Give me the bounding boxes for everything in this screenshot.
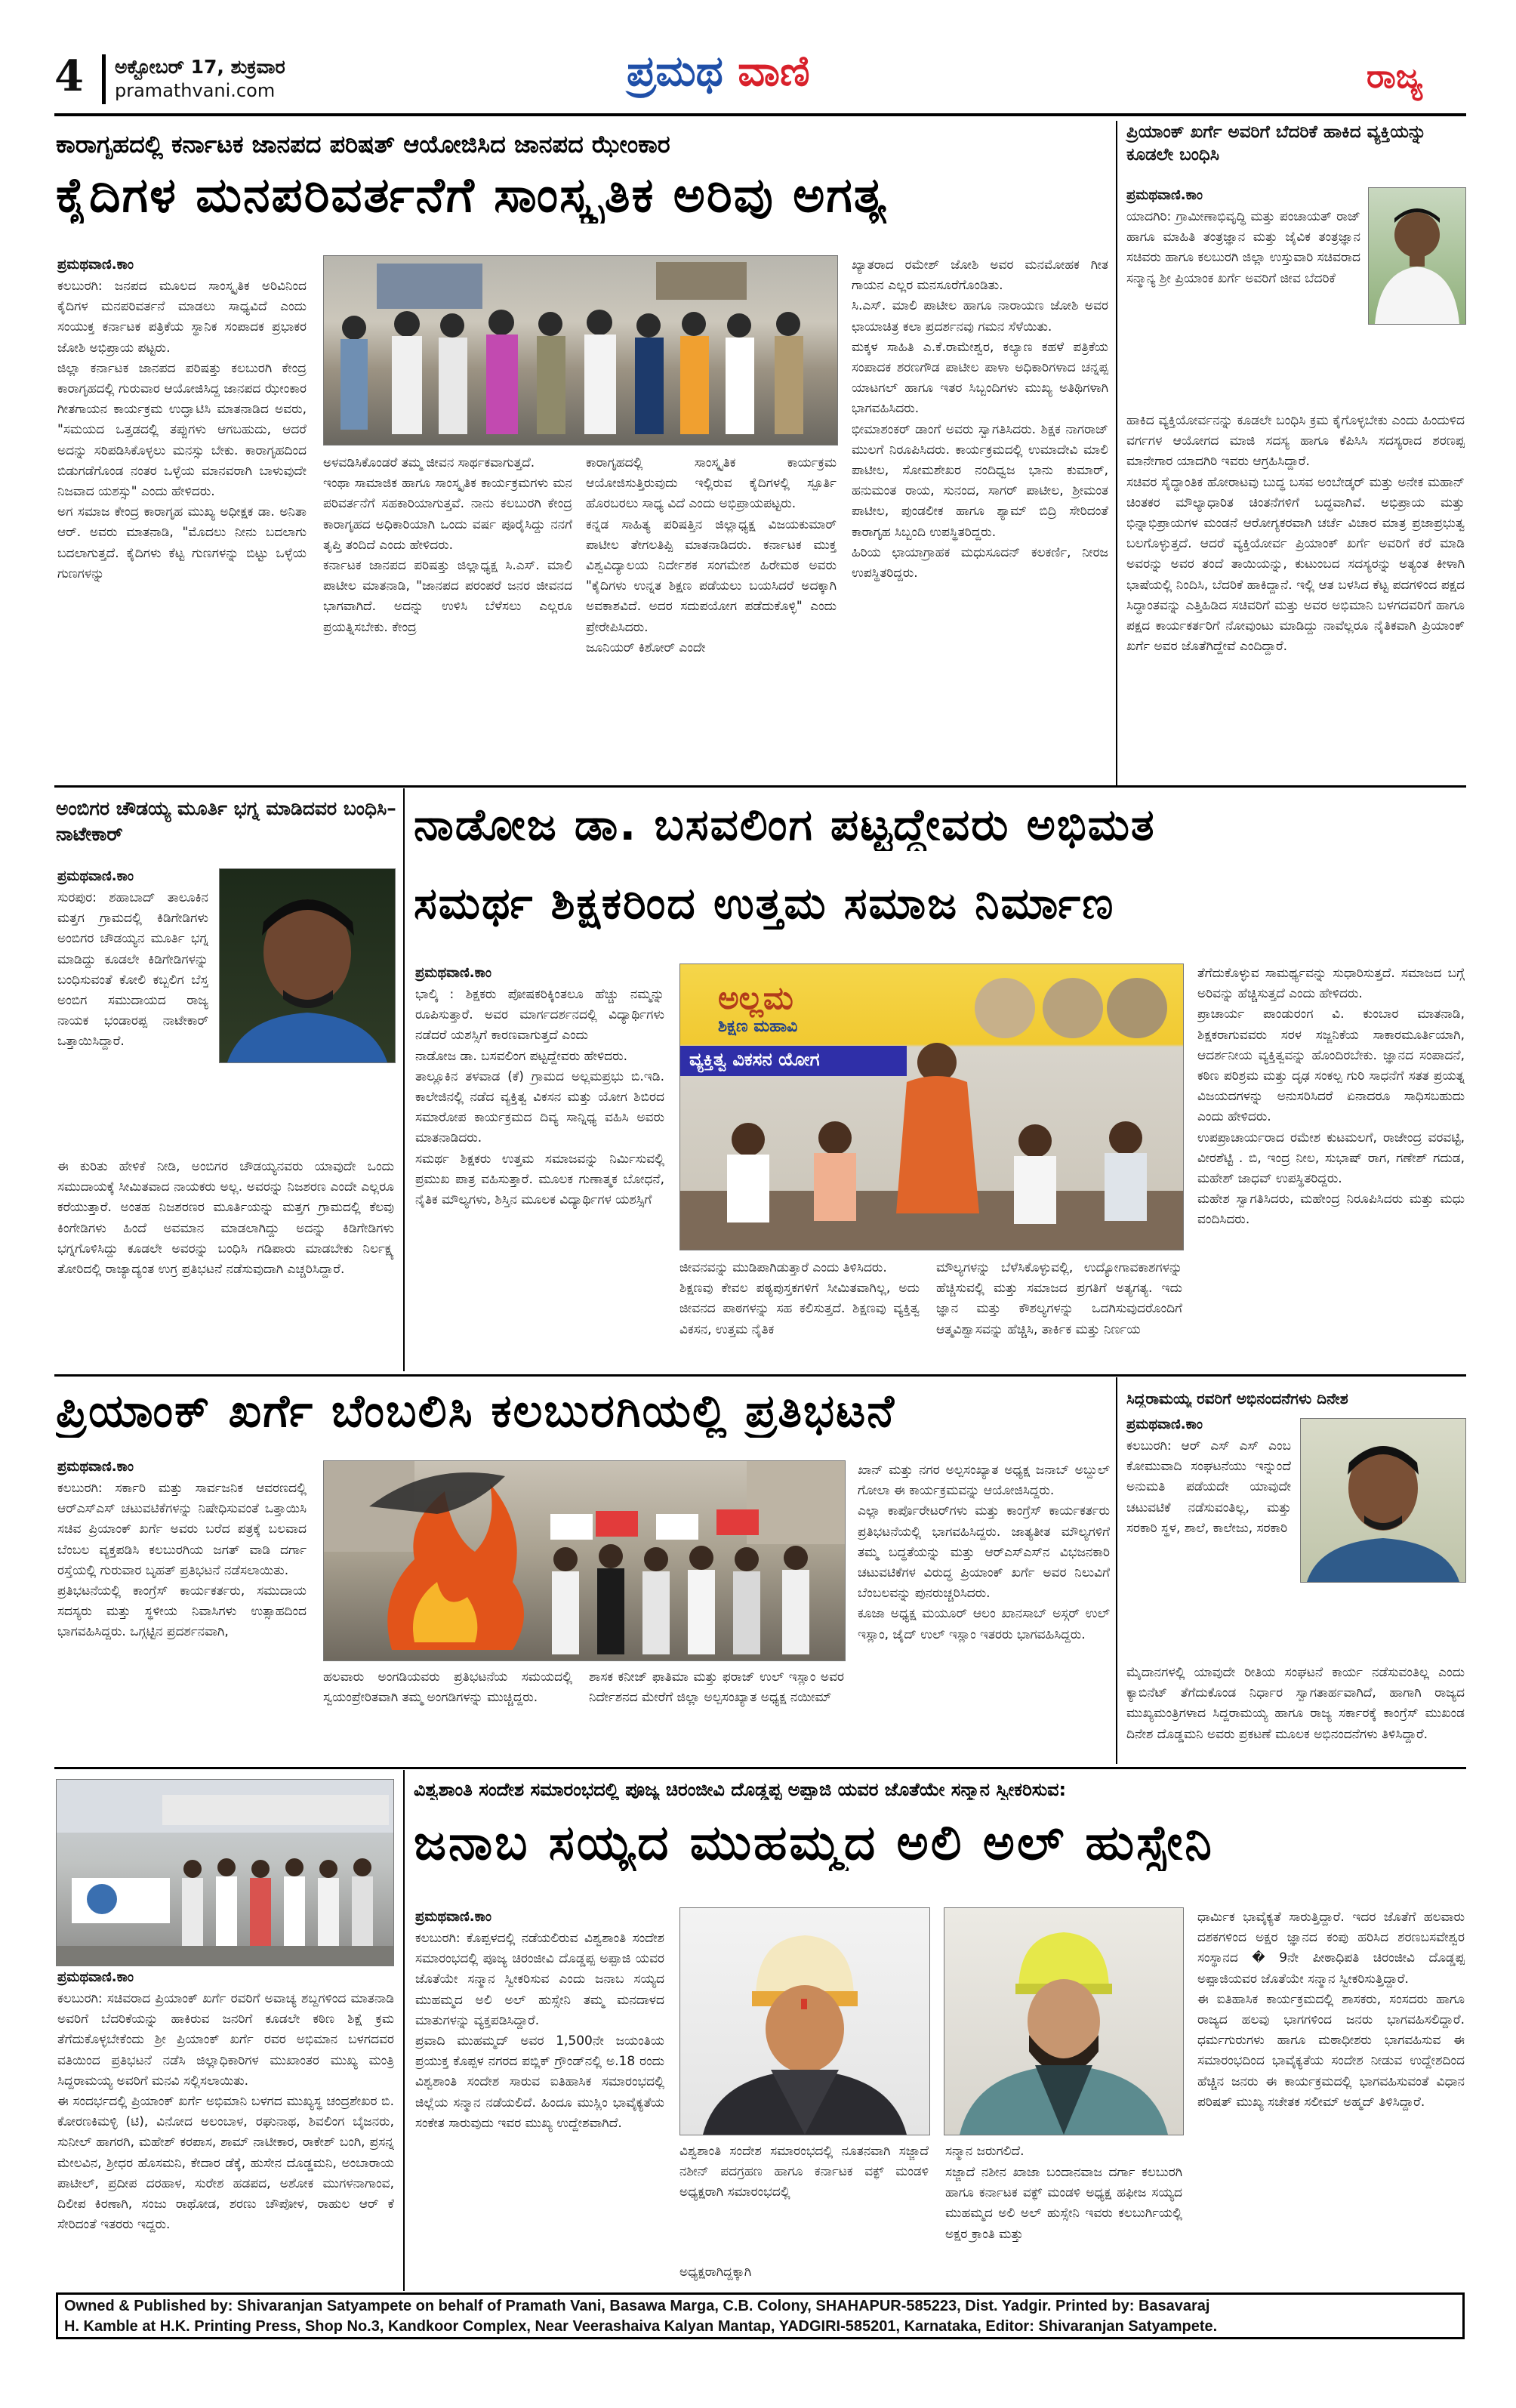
story6-dateline: ಪ್ರಮಥವಾಣಿ.ಕಾಂ: [1126, 1417, 1203, 1432]
story4-dateline: ಪ್ರಮಥವಾಣಿ.ಕಾಂ: [415, 965, 491, 981]
story3-dateline: ಪ್ರಮಥವಾಣಿ.ಕಾಂ: [57, 868, 134, 884]
masthead-logo: [627, 47, 810, 97]
story1-photo-figures: [324, 256, 837, 445]
page-number: 4: [54, 51, 84, 101]
masthead-rule: [54, 113, 1466, 116]
story7-photo-scene: [57, 1780, 393, 1966]
story1-col1: ಕಲಬುರಗಿ: ಜನಪದ ಮೂಲದ ಸಾಂಸ್ಕೃತಿಕ ಅರಿವಿನಿಂದ ಕೈದಿಗಳ ಮನಪರಿವರ್ತನೆ ಮಾಡಲು ಸಾಧ್ಯವಿದೆ ಎಂದು ಸಂಯುಕ್ತ ಕರ್ನಾಟಕ ಪತ್ರಿಕೆಯ ಸ್ಥಾನಿಕ ಸಂಪಾದಕ ಪ್ರಭಾಕರ ಜೋಶಿ ಅಭಿಪ್ರಾಯ ಪಟ್ಟರು. ಜಿಲ್ಲಾ ಕರ್ನಾಟಕ ಜಾನಪದ ಪರಿಷತ್ತು ಕಲಬುರಗಿ ಕೇಂದ್ರ ಕಾರಾಗೃಹದಲ್ಲಿ ಗುರುವಾರ ಆಯೋಜಿಸಿದ್ದ ಜಾನಪದ ಝೇಂಕಾರ ಗೀತಗಾಯನ ಕಾರ್ಯಕ್ರಮ ಉದ್ಘಾಟಿಸಿ ಮಾತನಾಡಿದ ಅವರು, "ಸಮಯದ ಒತ್ತಡದಲ್ಲಿ ತಪ್ಪುಗಳು ಆಗಬಹುದು, ಆದರೆ ಅದನ್ನು ಸರಿಪಡಿಸಿಕೊಳ್ಳಲು ಮನಸ್ಸು ಬೇಕು. ಕಾರಾಗೃಹದಿಂದ ಬಿಡುಗಡೆಗೊಂಡ ನಂತರ ಒಳ್ಳೆಯ ಮಾನವರಾಗಿ ಬಾಳುವುದೇ ನಿಜವಾದ ಯಶಸ್ಸು" ಎಂದು ಹೇಳಿದರು. ಅಗ ಸಮಾಜ ಕೇಂದ್ರ ಕಾರಾಗೃಹ ಮುಖ್ಯ ಅಧೀಕ್ಷಕ ಡಾ. ಅನಿತಾ ಆರ್. ಅವರು ಮಾತನಾಡಿ, "ಮೊದಲು ನೀನು ಬದಲಾಗು ಬದಲಾಗುತ್ತದೆ. ಕೈದಿಗಳು ಕೆಟ್ಟ ಗುಣಗಳನ್ನು ಬಿಟ್ಟು ಒಳ್ಳೆಯ ಗುಣಗಳನ್ನು: [57, 279, 307, 581]
story1-headline: ಕೈದಿಗಳ ಮನಪರಿವರ್ತನೆಗೆ ಸಾಂಸ್ಕೃತಿಕ ಅರಿವು ಅಗತ್ಯ: [56, 168, 888, 224]
story1-divider: [1116, 121, 1117, 785]
story7-photo: [56, 1779, 394, 1966]
row2-rule: [54, 1374, 1466, 1377]
story8-col2: ವಿಶ್ವಶಾಂತಿ ಸಂದೇಶ ಸಮಾರಂಭದಲ್ಲಿ ನೂತನವಾಗಿ ಸಜ್ಜಾದೆ ನಶೀನ್ ಪದಗ್ರಹಣ ಹಾಗೂ ಕರ್ನಾಟಕ ವಕ್ಫ್ ಮಂಡಳಿ ಅಧ್ಯಕ್ಷರಾಗಿ ಸಮಾರಂಭದಲ್ಲಿ: [679, 2144, 929, 2200]
story4-banner-title: ಅಲ್ಲಮ: [718, 979, 793, 1016]
story4-col2: ಜೀವನವನ್ನು ಮುಡಿಪಾಗಿಡುತ್ತಾರೆ ಎಂದು ತಿಳಿಸಿದರು. ಶಿಕ್ಷಣವು ಕೇವಲ ಪಠ್ಯಪುಸ್ತಕಗಳಿಗೆ ಸೀಮಿತವಾಗಿಲ್ಲ, ಅದು ಜೀವನದ ಪಾಠಗಳನ್ನು ಸಹ ಕಲಿಸುತ್ತದೆ. ಶಿಕ್ಷಣವು ವ್ಯಕ್ತಿತ್ವ ವಿಕಸನ, ಉತ್ತಮ ನೈತಿಕ: [679, 1260, 920, 1337]
story8-kicker: ವಿಶ್ವಶಾಂತಿ ಸಂದೇಶ ಸಮಾರಂಭದಲ್ಲಿ ಪೂಜ್ಯ ಚಿರಂಜೀವಿ ದೊಡ್ಡಪ್ಪ ಅಪ್ಪಾಜಿ ಯವರ ಜೊತೆಯೇ ಸನ್ಮಾನ ಸ್ವೀಕರಿಸುವ:: [414, 1779, 1067, 1800]
story2-col-top: ಯಾದಗಿರಿ: ಗ್ರಾಮೀಣಾಭಿವೃದ್ಧಿ ಮತ್ತು ಪಂಚಾಯತ್ ರಾಜ್ ಹಾಗೂ ಮಾಹಿತಿ ತಂತ್ರಜ್ಞಾನ ಮತ್ತು ಜೈವಿಕ ತಂತ್ರಜ್ಞಾನ ಸಚಿವರು ಹಾಗೂ ಕಲಬುರಗಿ ಜಿಲ್ಲಾ ಉಸ್ತುವಾರಿ ಸಚಿವರಾದ ಸನ್ಮಾನ್ಯ ಶ್ರೀ ಪ್ರಿಯಾಂಕ ಖರ್ಗೆ ಅವರಿಗೆ ಜೀವ ಬೆದರಿಕೆ: [1126, 209, 1360, 286]
story8-photo-left: [679, 1907, 930, 2135]
story8-headline: ಜನಾಬ ಸಯ್ಯದ ಮುಹಮ್ಮದ ಅಲಿ ಅಲ್ ಹುಸ್ಸೇನಿ: [414, 1815, 1214, 1871]
story5-headline: ಪ್ರಿಯಾಂಕ್ ಖರ್ಗೆ ಬೆಂಬಲಿಸಿ ಕಲಬುರಗಿಯಲ್ಲಿ ಪ್ರತಿಭಟನೆ: [56, 1385, 895, 1438]
imprint-line1: Owned & Published by: Shivaranjan Satyampete on behalf of Pramath Vani, Basawa Marga, C.B. Colony, SHAHAPUR-585223, Dist. Yadgir. Printed by: Basavaraj: [64, 2298, 1210, 2314]
story6-col-top: ಕಲಬುರಗಿ: ಆರ್ ಎಸ್ ಎಸ್ ಎಂಬ ಕೋಮುವಾದಿ ಸಂಘಟನೆಯು ಇನ್ನುಂದೆ ಅನುಮತಿ ಪಡೆಯದೇ ಯಾವುದೇ ಚಟುವಟಿಕೆ ನಡೆಸುವಂತಿಲ್ಲ, ಮತ್ತು ಸರಕಾರಿ ಸ್ಥಳ, ಶಾಲೆ, ಕಾಲೇಜು, ಸರಕಾರಿ: [1126, 1438, 1291, 1536]
story1-col4: ಖ್ಯಾತರಾದ ರಮೇಶ್ ಜೋಶಿ ಅವರ ಮನಮೋಹಕ ಗೀತ ಗಾಯನ ಎಲ್ಲರ ಮನಸೂರೆಗೊಂಡಿತು. ಸಿ.ಎಸ್. ಮಾಲಿ ಪಾಟೀಲ ಹಾಗೂ ನಾರಾಯಣ ಜೋಶಿ ಅವರ ಛಾಯಾಚಿತ್ರ ಕಲಾ ಪ್ರದರ್ಶನವು ಗಮನ ಸೆಳೆಯಿತು. ಮಕ್ಕಳ ಸಾಹಿತಿ ಎ.ಕೆ.ರಾಮೇಶ್ವರ, ಕಲ್ಯಾಣ ಕಹಳೆ ಪತ್ರಿಕೆಯ ಸಂಪಾದಕ ಶರಣಗೌಡ ಪಾಟೀಲ ಪಾಳಾ ಅಧಿಕಾರಿಗಳಾದ ಚನ್ನಪ್ಪ ಯಾಟಗಲ್ ಹಾಗೂ ಇತರ ಸಿಬ್ಬಂದಿಗಳು ಮುಖ್ಯ ಅತಿಥಿಗಳಾಗಿ ಭಾಗವಹಿಸಿದರು. ಭೀಮಾಶಂಕರ್ ಡಾಂಗೆ ಅವರು ಸ್ವಾಗತಿಸಿದರು. ಶಿಕ್ಷಕ ನಾಗರಾಜ್ ಮುಲಗೆ ನಿರೂಪಿಸಿದರು. ಕಾರ್ಯಕ್ರಮದಲ್ಲಿ ಉಮಾದೇವಿ ಮಾಲಿ ಪಾಟೀಲ, ಸೋಮಶೇಖರ ನಂದಿಧ್ವಜ ಭಾನು ಕುಮಾರ್, ಹನುಮಂತ ರಾಯ, ಸುನಂದ, ಸಾಗರ್ ಪಾಟೀಲ, ಶ್ರೀಮಂತ ಪಾಟೀಲ, ಪುಂಡಲೀಕ ಹಾಗೂ ಶ್ಯಾಮ್ ಬಿದ್ರಿ ಸೇರಿದಂತೆ ಕಾರಾಗೃಹ ಸಿಬ್ಬಂದಿ ಉಪಸ್ಥಿತರಿದ್ದರು. ಹಿರಿಯ ಛಾಯಾಗ್ರಾಹಕ ಮಧುಸೂದನ್ ಕಲಕರ್ಣಿ, ನೀರಜ ಉಪಸ್ಥಿತರಿದ್ದರು.: [852, 257, 1108, 581]
story2-portrait: [1368, 187, 1466, 325]
masthead-divider: [102, 54, 106, 104]
story2-headline: ಪ್ರಿಯಾಂಕ್ ಖರ್ಗೆ ಅವರಿಗೆ ಬೆದರಿಕೆ ಹಾಕಿದ ವ್ಯಕ್ತಿಯನ್ನು ಕೂಡಲೇ ಬಂಧಿಸಿ: [1126, 122, 1427, 165]
section-name: ರಾಜ್ಯ: [1367, 57, 1423, 96]
story4-photo: [679, 964, 1184, 1250]
story1-dateline: ಪ್ರಮಥವಾಣಿ.ಕಾಂ: [57, 257, 134, 273]
logo-word-right: ವಾಣಿ: [738, 47, 810, 96]
story4-headline2: ಸಮರ್ಥ ಶಿಕ್ಷಕರಿಂದ ಉತ್ತಮ ಸಮಾಜ ನಿರ್ಮಾಣ: [414, 877, 1115, 929]
story8-person-left: [680, 1908, 929, 2135]
story8-person-right: [944, 1908, 1183, 2135]
story3-col-full: ಈ ಕುರಿತು ಹೇಳಿಕೆ ನೀಡಿ, ಅಂಬಿಗರ ಚೌಡಯ್ಯನವರು ಯಾವುದೇ ಒಂದು ಸಮುದಾಯಕ್ಕೆ ಸೀಮಿತವಾದ ನಾಯಕರು ಅಲ್ಲ. ಅವರನ್ನು ನಿಜಶರಣ ಎಂದೇ ಎಲ್ಲರೂ ಕರೆಯುತ್ತಾರೆ. ಅಂತಹ ನಿಜಶರಣರ ಮೂರ್ತಿಯನ್ನು ಮತ್ತಗ ಗ್ರಾಮದಲ್ಲಿ ಕೆಲವು ಕಿಂಗೇಡಿಗಳು ಹಿಂದೆ ಅವಮಾನ ಮಾಡಲಾಗಿದ್ದು ಅದನ್ನು ಕಿಡಿಗೇಡಿಗಳು ಭಗ್ನಗೊಳಿಸಿದ್ದು ಕೂಡಲೇ ಅವರನ್ನು ಬಂಧಿಸಿ ಗಡಿಪಾರು ಮಾಡಬೇಕು ನಿರ್ಲಕ್ಷ್ಯ ತೋರಿದಲ್ಲಿ ರಾಜ್ಯಾದ್ಯಂತ ಉಗ್ರ ಪ್ರತಿಭಟನೆ ನಡೆಸುವುದಾಗಿ ಎಚ್ಚರಿಸಿದ್ದಾರೆ.: [57, 1159, 394, 1278]
story4-banner-strip: ವ್ಯಕ್ತಿತ್ವ ವಿಕಸನ ಯೋಗ: [680, 1046, 907, 1076]
story4-headline1: ನಾಡೋಜ ಡಾ. ಬಸವಲಿಂಗ ಪಟ್ಟದ್ದೇವರು ಅಭಿಮತ: [414, 799, 1156, 850]
story3-divider: [403, 788, 405, 1371]
story4-col3: ಮೌಲ್ಯಗಳನ್ನು ಬೆಳೆಸಿಕೊಳ್ಳುವಲ್ಲಿ, ಉದ್ಯೋಗಾವಕಾಶಗಳನ್ನು ಹೆಚ್ಚಿಸುವಲ್ಲಿ ಮತ್ತು ಸಮಾಜದ ಪ್ರಗತಿಗೆ ಅತ್ಯಗತ್ಯ. ಇದು ಜ್ಞಾನ ಮತ್ತು ಕೌಶಲ್ಯಗಳನ್ನು ಒದಗಿಸುವುದರೊಂದಿಗೆ ಆತ್ಮವಿಶ್ವಾಸವನ್ನು ಹೆಚ್ಚಿಸಿ, ತಾರ್ಕಿಕ ಮತ್ತು ನಿರ್ಣಯ: [936, 1260, 1182, 1337]
imprint-box: [56, 2292, 1465, 2339]
story8-col3-top: ಸನ್ಮಾನ ಜರುಗಲಿದೆ.: [945, 2144, 1025, 2159]
story6-person: [1301, 1419, 1465, 1582]
story6-headline: ಸಿದ್ದರಾಮಯ್ಯ ರವರಿಗೆ ಅಭಿನಂದನೆಗಳು ದಿನೇಶ: [1126, 1389, 1348, 1407]
story6-col-full: ಮೈದಾನಗಳಲ್ಲಿ ಯಾವುದೇ ರೀತಿಯ ಸಂಘಟನೆ ಕಾರ್ಯ ನಡೆಸುವಂತಿಲ್ಲ ಎಂದು ಕ್ಯಾಬಿನೆಟ್ ತೆಗೆದುಕೊಂಡ ನಿರ್ಧಾರ ಸ್ವಾಗತಾರ್ಹವಾಗಿದೆ, ಹಾಗಾಗಿ ರಾಜ್ಯದ ಮುಖ್ಯಮಂತ್ರಿಗಳಾದ ಸಿದ್ದರಾಮಯ್ಯ ಹಾಗೂ ರಾಜ್ಯ ಸರ್ಕಾರಕ್ಕೆ ಕಾಂಗ್ರೆಸ್ ಮುಖಂಡ ದಿನೇಶ ದೊಡ್ಡಮನಿ ಅವರು ಪ್ರಕಟಣೆ ಮೂಲಕ ಅಭಿನಂದನೆಗಳು ತಿಳಿಸಿದ್ದಾರೆ.: [1126, 1665, 1465, 1742]
story1-col3: ಕಾರಾಗೃಹದಲ್ಲಿ ಸಾಂಸ್ಕೃತಿಕ ಕಾರ್ಯಕ್ರಮ ಆಯೋಜಿಸುತ್ತಿರುವುದು ಇಲ್ಲಿರುವ ಕೈದಿಗಳಲ್ಲಿ ಸ್ಪೂರ್ತಿ ಹೊರಬರಲು ಸಾಧ್ಯ ವಿದೆ ಎಂದು ಅಭಿಪ್ರಾಯಪಟ್ಟರು. ಕನ್ನಡ ಸಾಹಿತ್ಯ ಪರಿಷತ್ತಿನ ಜಿಲ್ಲಾಧ್ಯಕ್ಷ ವಿಜಯಕುಮಾರ್ ಪಾಟೀಲ ತೇಗಲತಿಪ್ಪಿ ಮಾತನಾಡಿದರು. ಕರ್ನಾಟಕ ಮುಕ್ತ ವಿಶ್ವವಿದ್ಯಾಲಯ ನಿರ್ದೇಶಕ ಸಂಗಮೇಶ ಹಿರೇಮಠ ಅವರು "ಕೈದಿಗಳು ಉನ್ನತ ಶಿಕ್ಷಣ ಪಡೆಯಲು ಬಯಸಿದರೆ ಅದಕ್ಕಾಗಿ ಅವಕಾಶವಿದೆ. ಅದರ ಸದುಪಯೋಗ ಪಡೆದುಕೊಳ್ಳಿ" ಎಂದು ಪ್ರೇರೇಪಿಸಿದರು. ಜೂನಿಯರ್ ಕಿಶೋರ್ ಎಂದೇ: [586, 455, 837, 655]
story8-col3: ಸಜ್ಜಾದೆ ನಶೀನ ಖಾಜಾ ಬಂದಾನವಾಜ ದರ್ಗಾ ಕಲಬುರಗಿ ಹಾಗೂ ಕರ್ನಾಟಕ ವಕ್ಫ್ ಮಂಡಳಿ ಅಧ್ಯಕ್ಷ ಹಫೀಜ ಸಯ್ಯದ ಮುಹಮ್ಮದ ಅಲಿ ಅಲ್ ಹುಸ್ಸೇನಿ ಇವರು ಕಲಬುರ್ಗಿಯಲ್ಲಿ ಅಕ್ಷರ ಕ್ರಾಂತಿ ಮತ್ತು: [945, 2165, 1182, 2242]
story5-photo: [323, 1460, 846, 1661]
story8-dateline: ಪ್ರಮಥವಾಣಿ.ಕಾಂ: [415, 1909, 491, 1925]
story8-col2-extra: ಅಧ್ಯಕ್ಷರಾಗಿದ್ದಕ್ಕಾಗಿ: [679, 2265, 752, 2280]
story5-col4: ಖಾನ್ ಮತ್ತು ನಗರ ಅಲ್ಪಸಂಖ್ಯಾತ ಅಧ್ಯಕ್ಷ ಜನಾಬ್ ಅಬ್ದುಲ್ ಗೋಲಾ ಈ ಕಾರ್ಯಕ್ರಮವನ್ನು ಆಯೋಜಿಸಿದ್ದರು. ಎಲ್ಲಾ ಕಾರ್ಪೊರೇಟರ್‌ಗಳು ಮತ್ತು ಕಾಂಗ್ರೆಸ್ ಕಾರ್ಯಕರ್ತರು ಪ್ರತಿಭಟನೆಯಲ್ಲಿ ಭಾಗವಹಿಸಿದ್ದರು. ಜಾತ್ಯತೀತ ಮೌಲ್ಯಗಳಿಗೆ ತಮ್ಮ ಬದ್ಧತೆಯನ್ನು ಮತ್ತು ಆರ್‌ಎಸ್‌ಎಸ್‌ನ ವಿಭಜನಕಾರಿ ಚಟುವಟಿಕೆಗಳ ವಿರುದ್ಧ ಪ್ರಿಯಾಂಕ್ ಖರ್ಗೆ ಅವರ ನಿಲುವಿಗೆ ಬೆಂಬಲವನ್ನು ಪುನರುಚ್ಚರಿಸಿದರು. ಕೂಜಾ ಅಧ್ಯಕ್ಷ ಮಯೂರ್ ಆಲಂ ಖಾನಸಾಬ್ ಅಸ್ಗರ್ ಉಲ್ ಇಸ್ಲಾಂ, ಜೈದ್ ಉಲ್ ಇಸ್ಲಾಂ ಇತರರು ಭಾಗವಹಿಸಿದ್ದರು.: [858, 1463, 1110, 1642]
story3-person: [220, 869, 395, 1062]
story5-divider: [1116, 1377, 1117, 1764]
story4-col4: ತೆಗೆದುಕೊಳ್ಳುವ ಸಾಮರ್ಥ್ಯವನ್ನು ಸುಧಾರಿಸುತ್ತದೆ. ಸಮಾಜದ ಬಗ್ಗೆ ಅರಿವನ್ನು ಹೆಚ್ಚಿಸುತ್ತದೆ ಎಂದು ಹೇಳಿದರು. ಪ್ರಾಚಾರ್ಯ ಪಾಂಡುರಂಗ ವಿ. ಕುಂಬಾರ ಮಾತನಾಡಿ, ಶಿಕ್ಷಕರಾಗುವವರು ಸರಳ ಸಜ್ಜನಿಕೆಯ ಸಾಕಾರಮೂರ್ತಿಯಾಗಿ, ಆದರ್ಶನೀಯ ವ್ಯಕ್ತಿತ್ವವನ್ನು ಹೊಂದಿರಬೇಕು. ಜ್ಞಾನದ ಸಂಪಾದನೆ, ಕಠಿಣ ಪರಿಶ್ರಮ ಮತ್ತು ದೃಢ ಸಂಕಲ್ಪ ಗುರಿ ಸಾಧನೆಗೆ ಸತತ ಪ್ರಯತ್ನ ವಿಜಯದಗಳನ್ನು ಅನುಸರಿಸಿದರೆ ಏನಾದರೂ ಸಾಧಿಸಬಹುದು ಎಂದು ಹೇಳಿದರು. ಉಪಪ್ರಾಚಾರ್ಯರಾದ ರಮೇಶ ಕುಟಮಲಗೆ, ರಾಜೇಂದ್ರ ವರವಟ್ಟಿ, ವೀರಶೆಟ್ಟಿ . ಬಿ, ಇಂದ್ರ ನೀಲ, ಸುಭಾಷ್ ರಾಗ, ಗಣೇಶ್ ಗದುಡ, ಮಹೇಶ್ ಜಾಧವ್ ಉಪಸ್ಥಿತರಿದ್ದರು. ಮಹೇಶ ಸ್ವಾಗತಿಸಿದರು, ಮಹೇಂದ್ರ ನಿರೂಪಿಸಿದರು ಮತ್ತು ಮಧು ವಂದಿಸಿದರು.: [1197, 966, 1465, 1228]
story4-photo-figures: [680, 964, 1183, 1250]
row1-rule: [54, 785, 1466, 788]
story7-text: ಕಲಬುರಗಿ: ಸಚಿವರಾದ ಪ್ರಿಯಾಂಕ್ ಖರ್ಗೆ ರವರಿಗೆ ಅವಾಚ್ಯ ಶಬ್ದಗಳಿಂದ ಮಾತನಾಡಿ ಅವರಿಗೆ ಬೆದರಿಕೆಯನ್ನು ಹಾಕಿರುವ ಜನರಿಗೆ ಕೂಡಲೇ ಕಠಿಣ ಶಿಕ್ಷೆ ಕ್ರಮ ತೆಗೆದುಕೊಳ್ಳಬೇಕೆಂದು ಶ್ರೀ ಪ್ರಿಯಾಂಕ್ ಖರ್ಗೆ ರವರ ಅಭಿಮಾನ ಬಳಗದವರ ವತಿಯಿಂದ ಪ್ರತಿಭಟನೆ ನಡೆಸಿ ಜಿಲ್ಲಾಧಿಕಾರಿಗಳ ಮುಖಾಂತರ ಮುಖ್ಯ ಮಂತ್ರಿ ಸಿದ್ದರಾಮಯ್ಯ ಅವರಿಗೆ ಮನವಿ ಸಲ್ಲಿಸಲಾಯಿತು. ಈ ಸಂದರ್ಭದಲ್ಲಿ ಪ್ರಿಯಾಂಕ್ ಖರ್ಗೆ ಅಭಿಮಾನಿ ಬಳಗದ ಮುಖ್ಯಸ್ಥ ಚಂದ್ರಶೇಖರ ಬಿ. ಕೋರಣಕಿಮಳ್ಳಿ (ಟಿ), ವಿನೋದ ಅಲಂಬಾಳ, ರಘುನಾಥ, ಶಿವಲಿಂಗ ಬೈಜನರು, ಸುನೀಲ್ ಹಾಗರಗಿ, ಮಹೇಶ್ ಕರಪಾಸ, ಶಾಮ್ ನಾಟೀಕಾರ, ರಾಕೇಶ್ ಬಂಗಿ, ಪ್ರಸನ್ನ ಮೇಲವಿನ, ಶ್ರೀಧರ ಹೊಸಮನಿ, ಕೇದಾರ ಡೆಕ್ಕೆ, ಹುಸೇನ ದೊಡ್ಡಮನಿ, ಅಂಬಾರಾಯ ಪಾಟೀಲ್, ಪ್ರದೀಪ ದರಹಾಳ, ಸುರೇಶ ಹಡಪದ, ಅಶೋಕ ಮುಗಳನಾಗಾಂವ, ದಿಲೀಪ ಕಿರಣಾಗಿ, ಸಂಜು ರಾಥೋಡ, ಶರಣು ಚೌಪೋಳ, ರಾಹುಲ ಆರ್ ಕೆ ಸೇರಿದಂತೆ ಇತರರು ಇದ್ದರು.: [57, 1991, 394, 2233]
website-url: pramathvani.com: [115, 80, 276, 101]
story3-col-top: ಸುರಪುರ: ಶಹಾಬಾದ್ ತಾಲೂಕಿನ ಮತ್ತಗ ಗ್ರಾಮದಲ್ಲಿ ಕಿಡಿಗೇಡಿಗಳು ಅಂಬಿಗರ ಚೌಡಯ್ಯನ ಮೂರ್ತಿ ಭಗ್ನ ಮಾಡಿದ್ದು ಕೂಡಲೇ ಕಿಡಿಗೇಡಿಗಳನ್ನು ಬಂಧಿಸುವಂತೆ ಕೋಲಿ ಕಬ್ಬಲಿಗ ಬೆಸ್ತ ಅಂಬಿಗ ಸಮುದಾಯದ ರಾಜ್ಯ ನಾಯಕ ಭಂಡಾರಪ್ಪ ನಾಟೇಕಾರ್ ಒತ್ತಾಯಿಸಿದ್ದಾರೆ.: [57, 890, 208, 1050]
story4-col1-top: ಭಾಲ್ಕಿ : ಶಿಕ್ಷಕರು ಪೋಷಕರಿಕ್ಕಿಂತಲೂ ಹೆಚ್ಚು ನಮ್ಮನ್ನು ರೂಪಿಸುತ್ತಾರೆ. ಅವರ ಮಾರ್ಗದರ್ಶನದಲ್ಲಿ ವಿದ್ಯಾರ್ಥಿಗಳು ನಡೆದರೆ ಯಶಸ್ಸಿಗೆ ಕಾರಣವಾಗುತ್ತದೆ ಎಂದು ನಾಡೋಜ ಡಾ. ಬಸವಲಿಂಗ ಪಟ್ಟದ್ದೇವರು ಹೇಳಿದರು. ತಾಲ್ಲೂಕಿನ ತಳವಾಡ (ಕೆ) ಗ್ರಾಮದ ಅಲ್ಲಮಪ್ರಭು ಬಿ.ಇಡಿ. ಕಾಲೇಜಿನಲ್ಲಿ ನಡೆದ ವ್ಯಕ್ತಿತ್ವ ವಿಕಸನ ಮತ್ತು ಯೋಗ ಶಿಬಿರದ ಸಮಾರೋಪ ಕಾರ್ಯಕ್ರಮದ ದಿವ್ಯ ಸಾನ್ನಿಧ್ಯ ವಹಿಸಿ ಅವರು ಮಾತನಾಡಿದರು. ಸಮರ್ಥ ಶಿಕ್ಷಕರು ಉತ್ತಮ ಸಮಾಜವನ್ನು ನಿರ್ಮಿಸುವಲ್ಲಿ ಪ್ರಮುಖ ಪಾತ್ರ ವಹಿಸುತ್ತಾರೆ. ಮೂಲಕ ಗುಣಾತ್ಮಕ ಬೋಧನೆ, ನೈತಿಕ ಮೌಲ್ಯಗಳು, ಶಿಸ್ತಿನ ಮೂಲಕ ವಿದ್ಯಾರ್ಥಿಗಳ ಯಶಸ್ಸಿಗೆ: [415, 987, 664, 1208]
story1-col2: ಅಳವಡಿಸಿಕೊಂಡರೆ ತಮ್ಮ ಜೀವನ ಸಾರ್ಥಕವಾಗುತ್ತದೆ. ಇಂಥಾ ಸಾಮಾಜಿಕ ಹಾಗೂ ಸಾಂಸ್ಕೃತಿಕ ಕಾರ್ಯಕ್ರಮಗಳು ಮನ ಪರಿವರ್ತನೆಗೆ ಸಹಕಾರಿಯಾಗುತ್ತವೆ. ನಾನು ಕಲಬುರಗಿ ಕೇಂದ್ರ ಕಾರಾಗೃಹದ ಅಧಿಕಾರಿಯಾಗಿ ಒಂದು ವರ್ಷ ಪೂರೈಸಿದ್ದು ನನಗೆ ತೃಪ್ತಿ ತಂದಿದೆ ಎಂದು ಹೇಳಿದರು. ಕರ್ನಾಟಕ ಜಾನಪದ ಪರಿಷತ್ತು ಜಿಲ್ಲಾಧ್ಯಕ್ಷ ಸಿ.ಎಸ್. ಮಾಲಿ ಪಾಟೀಲ ಮಾತನಾಡಿ, "ಜಾನಪದ ಪರಂಪರೆ ಜನರ ಜೀವನದ ಭಾಗವಾಗಿದೆ. ಅದನ್ನು ಉಳಿಸಿ ಬೆಳೆಸಲು ಎಲ್ಲರೂ ಪ್ರಯತ್ನಿಸಬೇಕು. ಕೇಂದ್ರ: [323, 455, 572, 635]
story5-col2: ಹಲವಾರು ಅಂಗಡಿಯವರು ಪ್ರತಿಭಟನೆಯ ಸಮಯದಲ್ಲಿ ಸ್ವಯಂಪ್ರೇರಿತವಾಗಿ ತಮ್ಮ ಅಂಗಡಿಗಳನ್ನು ಮುಚ್ಚಿದ್ದರು.: [323, 1670, 572, 1706]
story8-col4: ಧಾರ್ಮಿಕ ಭಾವೈಕ್ಯತೆ ಸಾರುತ್ತಿದ್ದಾರೆ. ಇದರ ಜೊತೆಗೆ ಹಲವಾರು ದಶಕಗಳಿಂದ ಅಕ್ಷರ ಜ್ಞಾನದ ಕಂಪು ಹರಿಸಿದ ಶರಣಬಸವೇಶ್ವರ ಸಂಸ್ಥಾನದ � 9ನೇ ಪೀಠಾಧಿಪತಿ ಚಿರಂಜೀವಿ ದೊಡ್ಡಪ್ಪ ಅಪ್ಪಾಜಿಯವರ ಜೊತೆಯೇ ಸನ್ಮಾನ ಸ್ವೀಕರಿಸುತ್ತಿದ್ದಾರೆ. ಈ ಐತಿಹಾಸಿಕ ಕಾರ್ಯಕ್ರಮದಲ್ಲಿ ಶಾಸಕರು, ಸಂಸದರು ಹಾಗೂ ರಾಜ್ಯದ ಹಲವು ಭಾಗಗಳಿಂದ ಜನರು ಭಾಗವಹಿಸಲಿದ್ದಾರೆ. ಧರ್ಮಗುರುಗಳು ಹಾಗೂ ಮಠಾಧೀಶರು ಭಾಗವಹಿಸುವ ಈ ಸಮಾರಂಭದಿಂದ ಭಾವೈಕ್ಯತೆಯ ಸಂದೇಶ ನೀಡುವ ಉದ್ದೇಶದಿಂದ ಹೆಚ್ಚಿನ ಜನರು ಈ ಕಾರ್ಯಕ್ರಮದಲ್ಲಿ ಭಾಗವಹಿಸುವಂತೆ ವಿಧಾನ ಪರಿಷತ್ ಮುಖ್ಯ ಸಚೇತಕ ಸಲೀಮ್ ಅಹ್ಮದ್ ತಿಳಿಸಿದ್ದಾರೆ.: [1197, 1910, 1465, 2110]
story5-col1: ಕಲಬುರಗಿ: ಸರ್ಕಾರಿ ಮತ್ತು ಸಾರ್ವಜನಿಕ ಆವರಣದಲ್ಲಿ ಆರ್‌ಎಸ್‌ಎಸ್ ಚಟುವಟಿಕೆಗಳನ್ನು ನಿಷೇಧಿಸುವಂತೆ ಒತ್ತಾಯಿಸಿ ಸಚಿವ ಪ್ರಿಯಾಂಕ್ ಖರ್ಗೆ ಅವರು ಬರೆದ ಪತ್ರಕ್ಕೆ ಬಲವಾದ ಬೆಂಬಲ ವ್ಯಕ್ತಪಡಿಸಿ ಕಲಬುರಗಿಯ ಜಗತ್ ವಾಡಿ ದರ್ಗಾ ರಸ್ತೆಯಲ್ಲಿ ಗುರುವಾರ ಬೃಹತ್ ಪ್ರತಿಭಟನೆ ನಡೆಸಲಾಯಿತು. ಪ್ರತಿಭಟನೆಯಲ್ಲಿ ಕಾಂಗ್ರೆಸ್ ಕಾರ್ಯಕರ್ತರು, ಸಮುದಾಯ ಸದಸ್ಯರು ಮತ್ತು ಸ್ಥಳೀಯ ನಿವಾಸಿಗಳು ಉತ್ಸಾಹದಿಂದ ಭಾಗವಹಿಸಿದ್ದರು. ಒಗ್ಗಟ್ಟಿನ ಪ್ರದರ್ಶನವಾಗಿ,: [57, 1481, 307, 1640]
story7-dateline: ಪ್ರಮಥವಾಣಿ.ಕಾಂ: [57, 1969, 134, 1985]
story7-divider: [403, 1770, 405, 2291]
row3-rule: [54, 1767, 1466, 1769]
story5-dateline: ಪ್ರಮಥವಾಣಿ.ಕಾಂ: [57, 1459, 134, 1475]
story2-col-full: ಹಾಕಿದ ವ್ಯಕ್ತಿಯೋರ್ವನನ್ನು ಕೂಡಲೇ ಬಂಧಿಸಿ ಕ್ರಮ ಕೈಗೊಳ್ಳಬೇಕು ಎಂದು ಹಿಂದುಳಿದ ವರ್ಗಗಳ ಆಯೋಗದ ಮಾಜಿ ಸದಸ್ಯ ಹಾಗೂ ಕೆಪಿಸಿಸಿ ಸದಸ್ಯರಾದ ಶರಣಪ್ಪ ಮಾನೇಗಾರ ಯಾದಗಿರಿ ಇವರು ಆಗ್ರಹಿಸಿದ್ದಾರೆ. ಸಚಿವರ ಸೈದ್ಧಾಂತಿಕ ಹೋರಾಟವು ಬುದ್ಧ ಬಸವ ಅಂಬೇಡ್ಕರ್ ಮತ್ತು ಅನೇಕ ಮಹಾನ್ ಚಿಂತಕರ ಮೌಲ್ಯಾಧಾರಿತ ಚಿಂತನೆಗಳಿಗೆ ಬದ್ಧವಾಗಿವೆ. ಅಭಿಪ್ರಾಯ ಮತ್ತು ಭಿನ್ನಾಭಿಪ್ರಾಯಗಳ ಮಂಡನೆ ಆರೋಗ್ಯಕರವಾಗಿ ಚರ್ಚೆ ವಿಚಾರ ಮಾತ್ರ ಪ್ರಜಾಪ್ರಭುತ್ವ ಬಲಗೊಳ್ಳುತ್ತದೆ. ಆದರೆ ವ್ಯಕ್ತಿಯೋರ್ವ ಪ್ರಿಯಾಂಕ್ ಖರ್ಗೆ ಅವರಿಗೆ ಕರೆ ಮಾಡಿ ಅವರನ್ನು ಅವರ ತಂದೆ ತಾಯಿಯನ್ನು, ಕುಟುಂಬದ ಸದಸ್ಯರನ್ನು ಅತ್ಯಂತ ಕೀಳಾಗಿ ಭಾಷೆಯಲ್ಲಿ ನಿಂದಿಸಿ, ಬೆದರಿಕೆ ಹಾಕಿದ್ದಾನೆ. ಇಲ್ಲಿ ಆತ ಬಳಸಿದ ಕೆಟ್ಟ ಪದಗಳಿಂದ ಪಕ್ಷದ ಸಿದ್ಧಾಂತವನ್ನು ಎತ್ತಿಹಿಡಿದ ಸಚಿವರಿಗೆ ಮತ್ತು ಅವರ ಅಭಿಮಾನಿ ಬಳಗದವರಿಗೆ ಹಾಗೂ ಪಕ್ಷದ ಕಾರ್ಯಕರ್ತರಿಗೆ ನೋವುಂಟು ಮಾಡಿದ್ದು ನಾವೆಲ್ಲರೂ ನೈತಿಕವಾಗಿ ಪ್ರಿಯಾಂಕ್ ಖರ್ಗೆ ಅವರ ಜೊತೆಗಿದ್ದೇವೆ ಎಂದಿದ್ದಾರೆ.: [1126, 413, 1465, 655]
story5-col3: ಶಾಸಕ ಕನೀಜ್ ಫಾತಿಮಾ ಮತ್ತು ಫರಾಜ್ ಉಲ್ ಇಸ್ಲಾಂ ಅವರ ನಿರ್ದೇಶನದ ಮೇರೆಗೆ ಜಿಲ್ಲಾ ಅಲ್ಪಸಂಖ್ಯಾತ ಅಧ್ಯಕ್ಷ ನಯೀಮ್: [589, 1670, 844, 1706]
story3-portrait: [219, 868, 396, 1063]
story3-headline: ಅಂಬಿಗರ ಚೌಡಯ್ಯ ಮೂರ್ತಿ ಭಗ್ನ ಮಾಡಿದವರ ಬಂಧಿಸಿ–ನಾಟೇಕಾರ್: [56, 797, 396, 845]
story8-col1: ಕಲಬುರಗಿ: ಕೊಪ್ಪಳದಲ್ಲಿ ನಡೆಯಲಿರುವ ವಿಶ್ವಶಾಂತಿ ಸಂದೇಶ ಸಮಾರಂಭದಲ್ಲಿ ಪೂಜ್ಯ ಚಿರಂಜೀವಿ ದೊಡ್ಡಪ್ಪ ಅಪ್ಪಾಜಿ ಯವರ ಜೊತೆಯೇ ಸನ್ಮಾನ ಸ್ವೀಕರಿಸುವ ಎಂದು ಜನಾಬ ಸಯ್ಯದ ಮುಹಮ್ಮದ ಅಲಿ ಅಲ್ ಹುಸ್ಸೇನಿ ತಮ್ಮ ಮನದಾಳದ ಮಾತುಗಳನ್ನು ವ್ಯಕ್ತಪಡಿಸಿದ್ದಾರೆ. ಪ್ರವಾದಿ ಮುಹಮ್ಮದ್ ಅವರ 1,500ನೇ ಜಯಂತಿಯ ಪ್ರಯುಕ್ತ ಕೊಪ್ಪಳ ನಗರದ ಪಬ್ಲಿಕ್ ಗ್ರೌಂಡ್‌ನಲ್ಲಿ ಅ.18 ರಂದು ವಿಶ್ವಶಾಂತಿ ಸಂದೇಶ ಸಾರುವ ಐತಿಹಾಸಿಕ ಸಮಾರಂಭದಲ್ಲಿ ಜಿಲ್ಲೆಯ ಸನ್ಮಾನ ನಡೆಯಲಿದೆ. ಹಿಂದೂ ಮುಸ್ಲಿಂ ಭಾವೈಕ್ಯತೆಯ ಸಂಕೇತ ಸಾರುವುದು ಇವರ ಮುಖ್ಯ ಉದ್ದೇಶವಾಗಿದೆ.: [415, 1931, 664, 2131]
story1-photo: [323, 255, 838, 446]
story4-banner-sub: ಶಿಕ್ಷಣ ಮಹಾವಿ: [718, 1017, 798, 1036]
story6-portrait: [1300, 1418, 1466, 1583]
story2-person: [1369, 188, 1465, 324]
imprint-line2: H. Kamble at H.K. Printing Press, Shop No.3, Kandkoor Complex, Near Veerashaiva Kalyan Mantap, YADGIRI-585201, Karnataka, Editor: Shivaranjan Satyampete.: [64, 2318, 1218, 2335]
story2-dateline: ಪ್ರಮಥವಾಣಿ.ಕಾಂ: [1126, 187, 1203, 203]
issue-date: ಅಕ್ಟೋಬರ್ 17, ಶುಕ್ರವಾರ: [115, 56, 285, 78]
story8-photo-right: [944, 1907, 1184, 2135]
logo-word-left: ಪ್ರಮಥ: [627, 47, 723, 96]
story1-kicker: ಕಾರಾಗೃಹದಲ್ಲಿ ಕರ್ನಾಟಕ ಜಾನಪದ ಪರಿಷತ್ ಆಯೋಜಿಸಿದ ಜಾನಪದ ಝೇಂಕಾರ: [56, 130, 670, 159]
story5-photo-scene: [324, 1461, 845, 1660]
